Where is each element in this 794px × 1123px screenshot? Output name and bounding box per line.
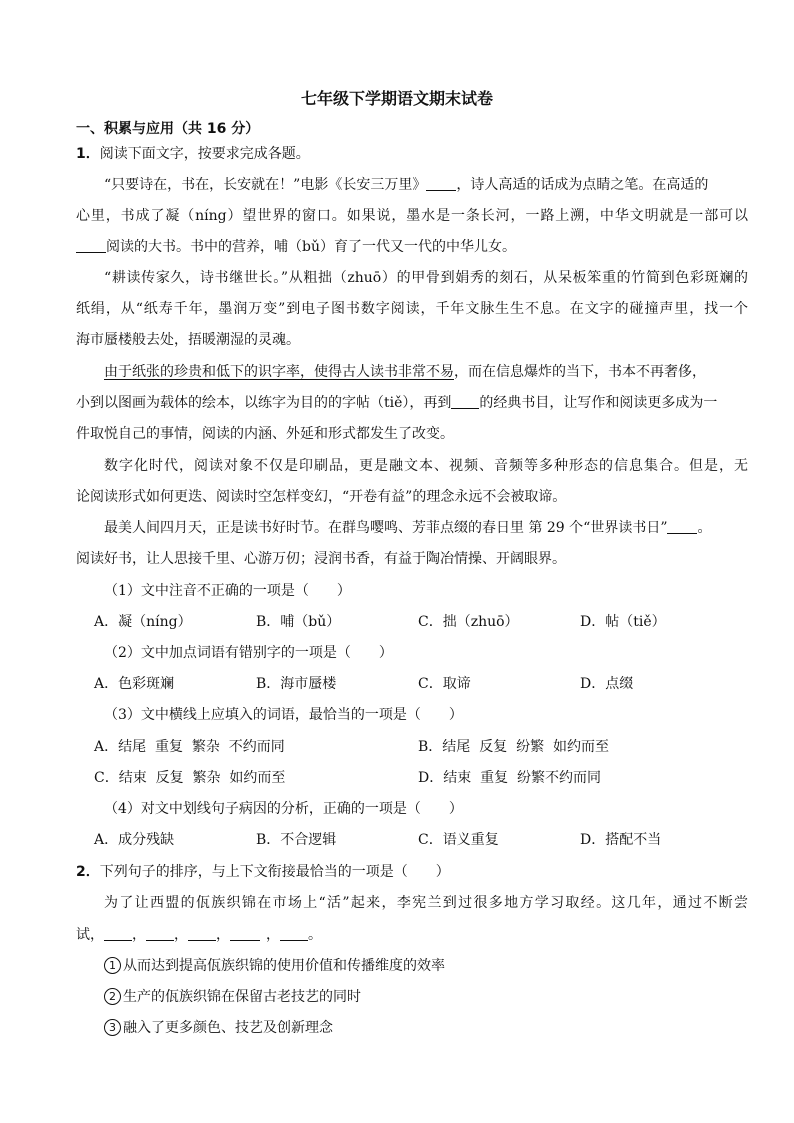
passage-line: 论阅读形式如何更迭、阅读时空怎样变幻，“开卷有益”的理念永远不会被取谛。 — [76, 489, 567, 505]
passage-text: 的经典书目，让写作和阅读更多成为一 — [479, 395, 718, 411]
punctuation: ， — [174, 927, 188, 943]
passage-text: ，而在信息爆炸的当下，书本不再奢侈， — [454, 364, 706, 380]
passage-text: 小到以图画为载体的绘本，以练字为目的的字帖（tiě），再到 — [76, 395, 452, 411]
circled-number: 3 — [104, 1019, 121, 1036]
fill-blank — [230, 926, 260, 941]
passage-line: 阅读好书，让人思接千里、心游万仞；浸润书香，有益于陶冶情操、开阔眼界。 — [76, 551, 566, 567]
question-text: 阅读下面文字，按要求完成各题。 — [99, 146, 310, 162]
sub-question-3: （3）文中横线上应填入的词语，最恰当的一项是（ ） — [104, 707, 463, 723]
fill-blank — [426, 176, 456, 191]
fill-blank — [667, 519, 697, 534]
circled-number: 1 — [104, 957, 121, 974]
sentence-item — [104, 987, 361, 1007]
option-c[interactable]: C．取谛 — [418, 676, 471, 692]
option-a[interactable]: A．成分残缺 — [94, 832, 175, 848]
punctuation: ， — [132, 927, 146, 943]
option-b[interactable]: B．结尾 反复 纷繁 如约而至 — [418, 739, 609, 755]
question-2-stem — [76, 862, 450, 882]
sentence-text: 融入了更多颜色、技艺及创新理念 — [123, 1020, 333, 1036]
sentence-item — [104, 1018, 333, 1038]
option-a[interactable]: A．结尾 重复 繁杂 不约而同 — [94, 739, 285, 755]
question-number: 2． — [76, 864, 100, 880]
section-heading: 一、积累与应用（共 16 分） — [76, 121, 260, 137]
option-b[interactable]: B．哺（bǔ） — [256, 614, 341, 630]
punctuation: ， — [266, 927, 280, 943]
exam-title: 七年级下学期语文期末试卷 — [300, 89, 493, 108]
fill-blank — [280, 926, 308, 941]
passage-line: 数字化时代，阅读对象不仅是印刷品，更是融文本、视频、音频等多种形态的信息集合。但是，无 — [104, 458, 748, 474]
option-c[interactable]: C．语义重复 — [418, 832, 499, 848]
question-text: 下列句子的排序，与上下文衔接最恰当的一项是（ ） — [99, 864, 450, 880]
passage-text: 最美人间四月天，正是读书好时节。在群鸟嘤鸣、芳菲点缀的春日里 第 29 个“世界读书日” — [104, 520, 668, 536]
option-c[interactable]: C．结束 反复 繁杂 如约而至 — [94, 770, 286, 786]
punctuation: ， — [216, 927, 230, 943]
passage-line: 心里，书成了凝（níng）望世界的窗口。如果说，墨水是一条长河，一路上溯，中华文明就是一部可以 — [76, 208, 748, 224]
option-b[interactable]: B．不合逻辑 — [256, 832, 337, 848]
punctuation: 。 — [308, 927, 322, 943]
sub-question-2: （2）文中加点词语有错别字的一项是（ ） — [104, 645, 393, 661]
passage-line — [104, 175, 708, 195]
passage-text: 阅读的大书。书中的营养，哺（bǔ）育了一代又一代的中华儿女。 — [106, 239, 516, 255]
passage-text: “只要诗在，书在，长安就在！”电影《长安三万里》 — [104, 177, 427, 193]
option-d[interactable]: D．结束 重复 纷繁不约而同 — [418, 770, 602, 786]
passage-line — [104, 518, 711, 538]
option-a[interactable]: A．色彩斑斓 — [94, 676, 175, 692]
passage-text: ，诗人高适的话成为点睛之笔。在高适的 — [456, 177, 709, 193]
option-a[interactable]: A．凝（níng） — [94, 614, 192, 630]
sentence-text: 生产的佤族织锦在保留古老技艺的同时 — [123, 989, 361, 1005]
underlined-sentence: 由于纸张的珍贵和低下的识字率，使得古人读书非常不易 — [104, 364, 454, 380]
passage-line — [76, 393, 717, 413]
question-number: 1． — [76, 146, 100, 162]
fill-blank — [76, 238, 106, 253]
option-c[interactable]: C．拙（zhuō） — [418, 614, 519, 630]
passage-line — [76, 237, 516, 257]
passage-text: 试， — [76, 927, 104, 943]
sentence-text: 从而达到提高佤族织锦的使用价值和传播维度的效率 — [123, 958, 445, 974]
sentence-item — [104, 956, 445, 976]
passage-line: 件取悦自己的事情，阅读的内涵、外延和形式都发生了改变。 — [76, 426, 454, 442]
passage-line: 纸绢，从“纸寿千年，墨润万变”到电子图书数字阅读，千年文脉生生不息。在文字的碰撞声里，找一个 — [76, 301, 748, 317]
passage-line: 海市蜃楼般去处，捂暖潮湿的灵魂。 — [76, 332, 300, 348]
fill-blank — [104, 926, 132, 941]
passage-line — [104, 362, 706, 382]
question-1-stem — [76, 144, 310, 164]
option-d[interactable]: D．点缀 — [580, 676, 634, 692]
context-line — [76, 925, 322, 945]
sub-question-1: （1）文中注音不正确的一项是（ ） — [104, 583, 351, 599]
option-b[interactable]: B．海市蜃楼 — [256, 676, 337, 692]
context-line: 为了让西盟的佤族织锦在市场上“活”起来，李宪兰到过很多地方学习取经。这几年，通过不断尝 — [104, 895, 748, 911]
sub-question-4: （4）对文中划线句子病因的分析，正确的一项是（ ） — [104, 801, 463, 817]
fill-blank — [146, 926, 174, 941]
passage-line: “耕读传家久，诗书继世长。”从粗拙（zhuō）的甲骨到娟秀的刻石，从呆板笨重的竹简到色彩斑斓的 — [104, 270, 748, 286]
passage-text: 。 — [697, 520, 712, 536]
circled-number: 2 — [104, 988, 121, 1005]
option-d[interactable]: D．帖（tiě） — [580, 614, 666, 630]
fill-blank — [451, 394, 479, 409]
fill-blank — [188, 926, 216, 941]
option-d[interactable]: D．搭配不当 — [580, 832, 662, 848]
